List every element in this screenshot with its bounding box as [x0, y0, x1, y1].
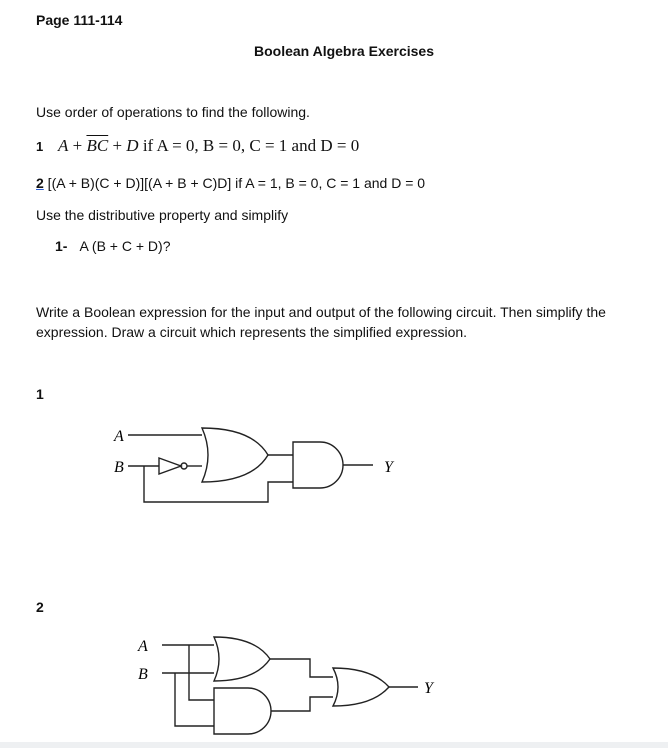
section2-intro: Use the distributive property and simplify: [36, 207, 289, 223]
question-1-number: 1: [36, 139, 44, 154]
section3-line-2: expression. Draw a circuit which represents the simplified expression.: [36, 324, 468, 340]
circuit-2-number: 2: [36, 599, 44, 615]
wire-b-to-and: [175, 673, 214, 726]
question-2-text: [(A + B)(C + D)][(A + B + C)D] if A = 1, B = 0, C = 1 and D = 0: [43, 175, 426, 191]
question-2-line: [36, 175, 425, 191]
distributive-question-number: 1-: [55, 238, 68, 254]
and-gate: [214, 688, 271, 734]
distributive-question: [55, 238, 171, 254]
or-gate: [202, 428, 268, 482]
expr-a: A: [57, 136, 69, 155]
wire-b-feedback: [144, 466, 293, 502]
wire-and-to-output-or: [271, 697, 333, 711]
section3-line-1: Write a Boolean expression for the input and output of the following circuit. Then simplify the: [36, 304, 606, 320]
expr-plus-1: +: [68, 136, 87, 155]
question-2-number: 2: [36, 175, 44, 191]
page-label: Page 111-114: [36, 12, 123, 28]
circuit-2-label-y: Y: [424, 680, 433, 697]
circuit-2-label-a: A: [138, 638, 148, 655]
wire-a-to-and: [189, 645, 214, 700]
question-1-line: [36, 136, 359, 156]
section1-intro: Use order of operations to find the following.: [36, 104, 310, 120]
distributive-question-text: A (B + C + D)?: [79, 238, 171, 254]
expr-d: D: [126, 136, 139, 155]
wire-or-to-output-or: [270, 659, 333, 677]
circuit-1-number: 1: [36, 386, 44, 402]
expr-plus-2: +: [108, 136, 127, 155]
not-gate: [159, 458, 181, 474]
document-title: Boolean Algebra Exercises: [254, 43, 435, 59]
bottom-strip: [0, 742, 668, 748]
circuit-1-label-y: Y: [384, 459, 393, 476]
circuit-2-label-b: B: [138, 666, 148, 683]
or-gate: [214, 637, 270, 681]
not-gate-bubble: [181, 463, 187, 469]
question-1-condition: if A = 0, B = 0, C = 1 and D = 0: [138, 136, 360, 155]
circuit-1-label-a: A: [114, 428, 124, 445]
expr-bc-complement: $\overline{BC}$: [86, 136, 109, 155]
output-or-gate: [333, 668, 389, 706]
and-gate: [293, 442, 343, 488]
circuit-1-label-b: B: [114, 459, 124, 476]
